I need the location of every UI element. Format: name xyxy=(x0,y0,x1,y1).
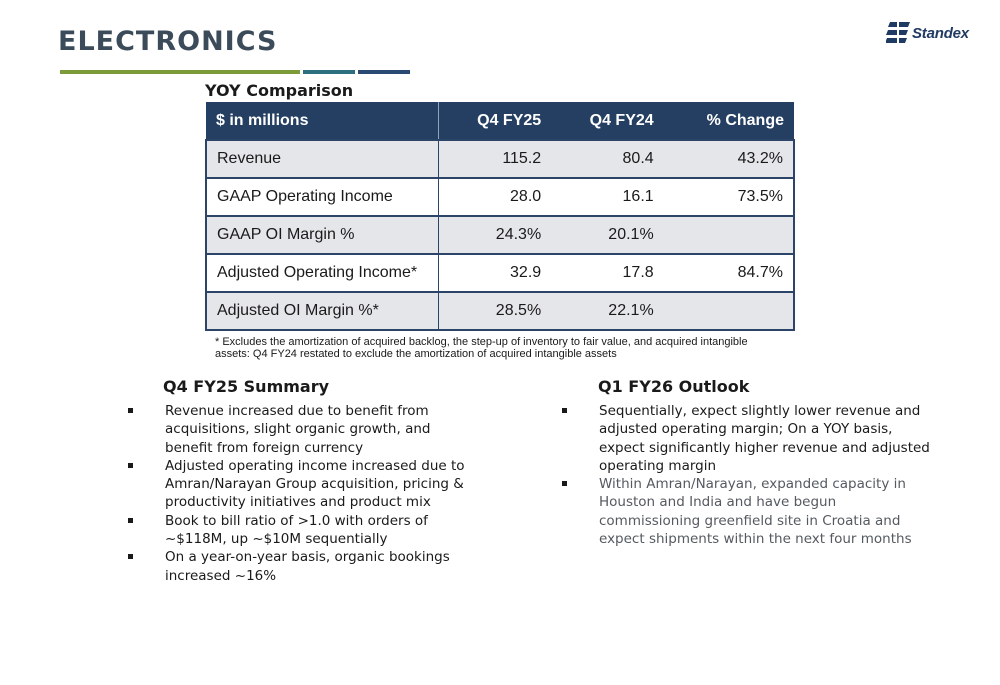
column-header-q4fy24: Q4 FY24 xyxy=(551,102,664,140)
summary-list xyxy=(128,402,473,585)
title-rule-teal xyxy=(303,70,355,74)
bullet-square-icon xyxy=(128,463,133,468)
cell-q4fy25: 28.5% xyxy=(438,292,551,330)
cell-change xyxy=(664,216,794,254)
cell-q4fy25: 115.2 xyxy=(438,140,551,178)
list-item-text: Within Amran/Narayan, expanded capacity in Houston and India and have begun commissioning greenfield site in Croatia and expect shipments within the next four months xyxy=(599,476,912,548)
table-header-row xyxy=(206,102,794,140)
list-item-text: On a year-on-year basis, organic bookings increased ~16% xyxy=(165,549,450,584)
yoy-comparison-table xyxy=(205,102,795,331)
list-item xyxy=(128,512,473,549)
list-item-text: Revenue increased due to benefit from acquisitions, slight organic growth, and benefit from foreign currency xyxy=(165,403,431,456)
cell-q4fy24: 80.4 xyxy=(551,140,664,178)
bullet-square-icon xyxy=(562,408,567,413)
summary-heading: Q4 FY25 Summary xyxy=(163,377,330,396)
page-title: ELECTRONICS xyxy=(58,26,278,57)
cell-change: 73.5% xyxy=(664,178,794,216)
cell-change: 84.7% xyxy=(664,254,794,292)
list-item xyxy=(128,548,473,585)
row-label: Adjusted Operating Income* xyxy=(206,254,438,292)
list-item xyxy=(562,402,932,475)
column-header-q4fy25: Q4 FY25 xyxy=(438,102,551,140)
cell-q4fy24: 16.1 xyxy=(551,178,664,216)
logo-wordmark: Standex xyxy=(912,24,969,42)
table-row xyxy=(206,254,794,292)
cell-q4fy24: 22.1% xyxy=(551,292,664,330)
cell-q4fy24: 20.1% xyxy=(551,216,664,254)
standex-logo-icon xyxy=(886,22,910,44)
bullet-square-icon xyxy=(562,481,567,486)
row-label: GAAP OI Margin % xyxy=(206,216,438,254)
cell-q4fy25: 24.3% xyxy=(438,216,551,254)
cell-q4fy25: 32.9 xyxy=(438,254,551,292)
cell-q4fy25: 28.0 xyxy=(438,178,551,216)
list-item-text: Adjusted operating income increased due to Amran/Narayan Group acquisition, pricing & productivity initiatives and product mix xyxy=(165,457,465,511)
cell-q4fy24: 17.8 xyxy=(551,254,664,292)
title-rule-green xyxy=(60,70,300,74)
column-header-change: % Change xyxy=(664,102,794,140)
company-logo xyxy=(886,20,969,46)
comparison-heading: YOY Comparison xyxy=(205,81,354,100)
table-row xyxy=(206,216,794,254)
list-item-text: Book to bill ratio of >1.0 with orders of ~$118M, up ~$10M sequentially xyxy=(165,512,428,548)
table-footnote: * Excludes the amortization of acquired backlog, the step-up of inventory to fair value, and acquired intangible assets: Q4 FY24 restated to exclude the amortization of acquired intangible assets xyxy=(215,336,748,360)
bullet-square-icon xyxy=(128,408,133,413)
table-row xyxy=(206,292,794,330)
list-item xyxy=(128,457,473,512)
list-item-text: Sequentially, expect slightly lower revenue and adjusted operating margin; On a YOY basis, expect significantly higher revenue and adjusted operating margin xyxy=(599,403,930,474)
list-item xyxy=(128,402,473,457)
table-row xyxy=(206,178,794,216)
outlook-list xyxy=(562,402,932,548)
bullet-square-icon xyxy=(128,554,133,559)
column-header-metric: $ in millions xyxy=(206,102,438,140)
cell-change xyxy=(664,292,794,330)
title-rule-navy xyxy=(358,70,410,74)
outlook-heading: Q1 FY26 Outlook xyxy=(598,377,750,396)
bullet-square-icon xyxy=(128,518,133,523)
table-row xyxy=(206,140,794,178)
row-label: GAAP Operating Income xyxy=(206,178,438,216)
row-label: Revenue xyxy=(206,140,438,178)
list-item xyxy=(562,475,932,548)
cell-change: 43.2% xyxy=(664,140,794,178)
row-label: Adjusted OI Margin %* xyxy=(206,292,438,330)
